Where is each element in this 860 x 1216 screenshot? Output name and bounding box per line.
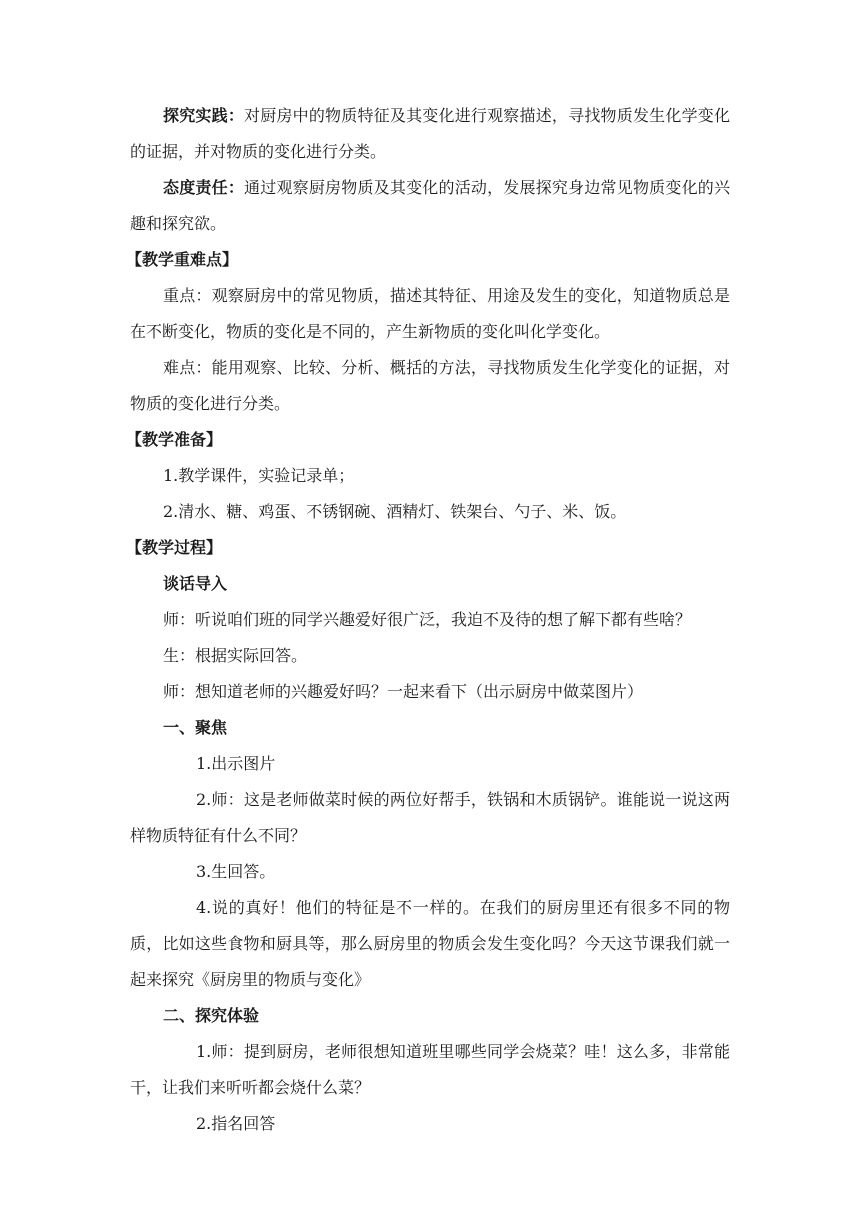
difficult-point-text: 难点：能用观察、比较、分析、概括的方法，寻找物质发生化学变化的证据，对物质的变化进行分类。 — [130, 358, 730, 413]
focus-item — [130, 746, 730, 782]
explore-item-text: 指名回答 — [211, 1114, 276, 1133]
section-explore-title: 二、探究体验 — [163, 1006, 260, 1025]
objective-practice — [130, 98, 730, 170]
intro-title: 谈话导入 — [163, 574, 228, 593]
document-body — [126, 98, 730, 1142]
key-points-heading: 【教学重难点】 — [126, 250, 239, 269]
focus-item-text: 生回答。 — [211, 862, 276, 881]
attitude-label: 态度责任： — [163, 178, 245, 197]
preparation-item: 2.清水、糖、鸡蛋、不锈钢碗、酒精灯、铁架台、勺子、米、饭。 — [163, 502, 627, 521]
preparation-item: 1.教学课件，实验记录单； — [163, 466, 355, 485]
objective-attitude — [130, 170, 730, 242]
focus-item-number: 1. — [196, 754, 212, 773]
focus-item-number: 2. — [196, 790, 212, 809]
focus-item-text: 师：这是老师做菜时候的两位好帮手，铁锅和木质锅铲。谁能说一说这两样物质特征有什么不同？ — [130, 790, 730, 845]
section-focus-title: 一、聚焦 — [163, 718, 228, 737]
explore-item — [130, 1034, 730, 1106]
focus-item-text: 出示图片 — [211, 754, 276, 773]
focus-item-text: 说的真好！他们的特征是不一样的。在我们的厨房里还有很多不同的物质，比如这些食物和厨具等，那么厨房里的物质会发生变化吗？今天这节课我们就一起来探究《厨房里的物质与变化》 — [130, 898, 730, 989]
practice-text: 对厨房中的物质特征及其变化进行观察描述，寻找物质发生化学变化的证据，并对物质的变化进行分类。 — [130, 106, 730, 161]
key-point-text: 重点：观察厨房中的常见物质，描述其特征、用途及发生的变化，知道物质总是在不断变化，物质的变化是不同的，产生新物质的变化叫化学变化。 — [130, 286, 730, 341]
process-heading: 【教学过程】 — [126, 538, 223, 557]
focus-item — [130, 782, 730, 854]
explore-item — [130, 1106, 730, 1142]
focus-item — [130, 854, 730, 890]
explore-item-number: 1. — [196, 1042, 212, 1061]
intro-line: 师：听说咱们班的同学兴趣爱好很广泛，我迫不及待的想了解下都有些啥？ — [163, 610, 692, 629]
preparation-heading: 【教学准备】 — [126, 430, 223, 449]
attitude-text: 通过观察厨房物质及其变化的活动，发展探究身边常见物质变化的兴趣和探究欲。 — [130, 178, 730, 233]
explore-item-number: 2. — [196, 1114, 212, 1133]
focus-item — [130, 890, 730, 998]
focus-item-number: 3. — [196, 862, 212, 881]
focus-item-number: 4. — [196, 898, 212, 917]
explore-item-text: 师：提到厨房，老师很想知道班里哪些同学会烧菜？哇！这么多，非常能干，让我们来听听都会烧什么菜？ — [130, 1042, 730, 1097]
intro-line: 生：根据实际回答。 — [163, 646, 308, 665]
practice-label: 探究实践： — [163, 106, 245, 125]
intro-line: 师：想知道老师的兴趣爱好吗？一起来看下（出示厨房中做菜图片） — [163, 682, 644, 701]
